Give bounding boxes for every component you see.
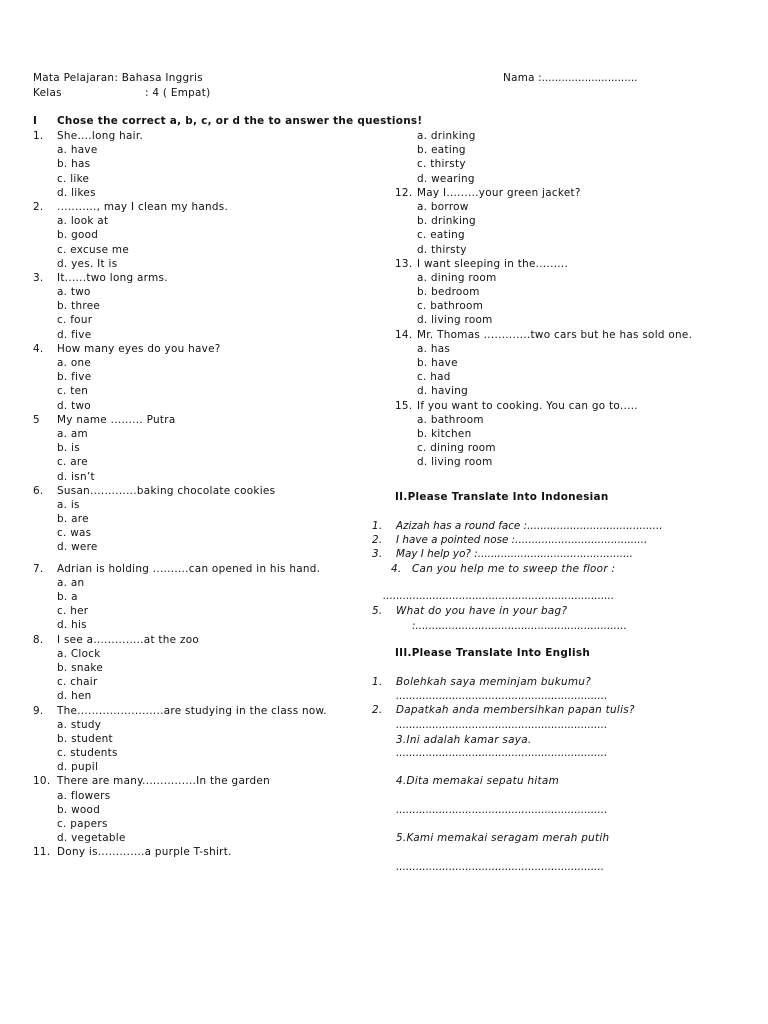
answer-option: a. study [57, 718, 102, 731]
option-row [33, 618, 327, 632]
option-row [395, 356, 692, 370]
question-number: 11. [33, 846, 51, 859]
option-row [33, 817, 327, 831]
answer-option: b. five [57, 371, 92, 384]
option-row [33, 576, 327, 590]
answer-option: d. five [57, 328, 92, 341]
question-row [33, 562, 327, 576]
option-row [395, 143, 692, 157]
answer-option: a. dining room [417, 271, 497, 284]
section3-title: III.Please Translate Into English [395, 647, 591, 659]
answer-option: d. pupil [57, 761, 99, 774]
option-row [395, 313, 692, 327]
answer-option: b. snake [57, 661, 104, 674]
answer-option: c. her [57, 605, 89, 618]
answer-option: a. flowers [57, 789, 111, 802]
answer-option: d. were [57, 541, 98, 554]
s2-item-5-blank: :................................................................ [412, 620, 627, 632]
answer-option: b. a [57, 591, 78, 603]
option-row [33, 498, 327, 512]
answer-option: d. thirsty [417, 243, 467, 256]
option-row [395, 384, 692, 398]
option-row [33, 604, 327, 618]
question-number: 2. [33, 200, 44, 213]
answer-option: b. is [57, 442, 81, 455]
answer-option: c. like [57, 172, 90, 185]
subject-row [33, 72, 203, 84]
question-number: 13. [395, 257, 413, 270]
question-number: 8. [33, 633, 44, 646]
option-row [33, 470, 327, 484]
option-row [33, 675, 327, 689]
answer-option: a. borrow [417, 200, 469, 213]
s3-item-1-blank: ................................................................ [396, 690, 608, 702]
answer-option: c. had [417, 371, 451, 384]
option-row [33, 313, 327, 327]
answer-option: b. wood [57, 803, 101, 816]
question-number: 1. [33, 130, 44, 142]
option-row [33, 512, 327, 526]
section1-title: Chose the correct a, b, c, or d the to answer the questions! [57, 115, 423, 127]
section1-roman: I [33, 115, 38, 127]
answer-option: d. isn’t [57, 470, 95, 483]
name-value: :............................. [534, 72, 638, 84]
question-row [33, 845, 327, 859]
question-row [395, 328, 692, 342]
s2-item-4: 4. Can you help me to sweep the floor : [391, 563, 616, 575]
question-text: If you want to cooking. You can go to..... [417, 399, 638, 412]
option-row [33, 384, 327, 398]
s2-item-2: 2. I have a pointed nose :........................................ [372, 534, 648, 546]
class-value: : 4 ( Empat) [145, 87, 211, 99]
answer-option: b. has [57, 158, 91, 171]
question-row [33, 200, 327, 214]
option-row [33, 831, 327, 845]
name-row [503, 72, 637, 84]
option-row [33, 455, 327, 469]
option-row [395, 299, 692, 313]
right-question-column [395, 129, 692, 470]
question-number: 5 [33, 413, 40, 426]
answer-option: d. his [57, 619, 87, 632]
option-row [395, 243, 692, 257]
option-row [395, 129, 692, 143]
answer-option: d. yes. It is [57, 257, 118, 270]
question-text: Adrian is holding ..........can opened in his hand. [57, 562, 321, 575]
option-row [395, 285, 692, 299]
question-text: I want sleeping in the......... [417, 257, 569, 270]
question-text: Dony is.............a purple T-shirt. [57, 846, 232, 859]
question-row [33, 342, 327, 356]
option-row [33, 356, 327, 370]
answer-option: b. drinking [417, 215, 476, 228]
option-row [395, 413, 692, 427]
answer-option: a. one [57, 357, 92, 369]
option-row [33, 257, 327, 271]
question-text: I see a..............at the zoo [57, 633, 200, 646]
option-row [33, 647, 327, 661]
option-row [33, 299, 327, 313]
question-text: How many eyes do you have? [57, 342, 221, 355]
answer-option: b. kitchen [417, 427, 472, 440]
option-row [33, 186, 327, 200]
option-row [33, 328, 327, 342]
question-text: Mr. Thomas .............two cars but he has sold one. [417, 328, 693, 341]
question-row [395, 186, 692, 200]
question-number: 12. [395, 186, 413, 199]
answer-option: d. vegetable [57, 832, 126, 845]
answer-option: c. chair [57, 676, 98, 689]
question-text: My name ......... Putra [57, 413, 176, 426]
option-row [395, 342, 692, 356]
class-label: Kelas [33, 87, 62, 99]
option-row [33, 540, 327, 554]
answer-option: c. was [57, 527, 92, 540]
answer-option: a. is [57, 498, 80, 511]
answer-option: a. an [57, 576, 85, 589]
s3-item-1: 1. Bolehkah saya meminjam bukumu? [372, 676, 592, 688]
s3-item-4: 4.Dita memakai sepatu hitam [396, 775, 559, 787]
question-text: There are many...............In the garden [57, 775, 270, 788]
answer-option: a. two [57, 286, 91, 299]
answer-option: d. wearing [417, 172, 475, 185]
question-text: The........................are studying in the class now. [57, 704, 328, 717]
option-row [33, 214, 327, 228]
answer-option: b. bedroom [417, 286, 480, 299]
option-row [33, 441, 327, 455]
question-row [33, 633, 327, 647]
question-row [33, 271, 327, 285]
answer-option: c. students [57, 747, 118, 760]
subject-label: Mata Pelajaran [33, 72, 115, 84]
option-row [395, 172, 692, 186]
answer-option: d. two [57, 399, 91, 412]
option-row [33, 803, 327, 817]
answer-option: d. having [417, 385, 469, 398]
option-row [33, 285, 327, 299]
question-text: It......two long arms. [57, 271, 168, 284]
section1-title-row [33, 115, 422, 127]
s3-item-3-blank: ................................................................ [396, 747, 608, 759]
answer-option: c. dining room [417, 442, 496, 455]
question-text: She....long hair. [57, 130, 144, 142]
option-row [395, 228, 692, 242]
option-row [33, 732, 327, 746]
question-row [395, 257, 692, 271]
answer-option: a. drinking [417, 130, 476, 142]
s3-item-2: 2. Dapatkah anda membersihkan papan tulis? [372, 704, 635, 716]
answer-option: c. excuse me [57, 243, 130, 256]
answer-option: c. thirsty [417, 158, 466, 171]
s3-item-4-blank: ................................................................ [396, 804, 608, 816]
question-number: 10. [33, 775, 51, 788]
answer-option: a. am [57, 427, 88, 440]
option-row [33, 243, 327, 257]
left-question-column [33, 129, 327, 860]
question-text: ..........., may I clean my hands. [57, 200, 229, 213]
question-number: 9. [33, 704, 44, 717]
name-label: Nama [503, 72, 535, 84]
s3-item-5: 5.Kami memakai seragam merah putih [396, 832, 610, 844]
question-text: May I.........your green jacket? [417, 186, 581, 199]
option-row [33, 172, 327, 186]
answer-option: b. good [57, 229, 99, 242]
answer-option: b. three [57, 300, 101, 313]
option-row [33, 746, 327, 760]
class-row [33, 87, 210, 99]
question-number: 15. [395, 399, 413, 412]
option-row [33, 228, 327, 242]
answer-option: a. have [57, 144, 98, 157]
answer-option: b. are [57, 513, 89, 526]
option-row [395, 441, 692, 455]
answer-option: c. bathroom [417, 300, 484, 313]
subject-value: : Bahasa Inggris [114, 72, 203, 84]
question-number: 7. [33, 562, 44, 575]
answer-option: c. are [57, 456, 88, 469]
s2-item-4-blank: ...................................................................... [383, 590, 615, 602]
answer-option: a. Clock [57, 647, 101, 660]
option-row [33, 157, 327, 171]
s2-item-3: 3. May I help yo? :............................................... [372, 548, 633, 560]
question-number: 6. [33, 484, 44, 497]
s3-item-2-blank: ................................................................ [396, 719, 608, 731]
answer-option: d. hen [57, 690, 92, 703]
option-row [395, 271, 692, 285]
option-row [33, 590, 327, 604]
answer-option: d. likes [57, 186, 96, 199]
question-number: 3. [33, 271, 44, 284]
answer-option: b. have [417, 357, 458, 369]
answer-option: a. bathroom [417, 413, 484, 426]
question-text: Susan.............baking chocolate cookies [57, 484, 276, 497]
section2-title: II.Please Translate Into Indonesian [395, 491, 609, 503]
option-row [33, 399, 327, 413]
question-row [395, 399, 692, 413]
option-row [33, 789, 327, 803]
option-row [395, 427, 692, 441]
answer-option: c. ten [57, 385, 89, 398]
option-row [395, 455, 692, 469]
question-number: 4. [33, 342, 44, 355]
question-row [33, 129, 327, 143]
s2-item-1: 1. Azizah has a round face :......................................... [372, 520, 663, 532]
option-row [33, 718, 327, 732]
option-row [395, 370, 692, 384]
option-row [33, 760, 327, 774]
answer-option: d. living room [417, 314, 493, 327]
option-row [33, 427, 327, 441]
option-row [395, 157, 692, 171]
answer-option: b. eating [417, 144, 466, 157]
question-number: 14. [395, 328, 413, 341]
question-row [33, 484, 327, 498]
option-row [395, 200, 692, 214]
option-row [33, 526, 327, 540]
option-row [33, 370, 327, 384]
s2-item-5: 5. What do you have in your bag? [372, 605, 568, 617]
question-row [33, 704, 327, 718]
option-row [33, 689, 327, 703]
s3-item-3: 3.Ini adalah kamar saya. [396, 734, 532, 746]
option-row [33, 661, 327, 675]
answer-option: c. papers [57, 818, 108, 830]
answer-option: b. student [57, 732, 113, 745]
question-row [33, 774, 327, 788]
option-row [33, 143, 327, 157]
answer-option: c. eating [417, 229, 465, 242]
answer-option: d. living room [417, 456, 493, 469]
s3-item-5-blank: ............................................................... [396, 861, 605, 873]
answer-option: a. has [417, 342, 451, 355]
option-row [395, 214, 692, 228]
question-row [33, 413, 327, 427]
answer-option: a. look at [57, 215, 109, 228]
answer-option: c. four [57, 314, 93, 327]
